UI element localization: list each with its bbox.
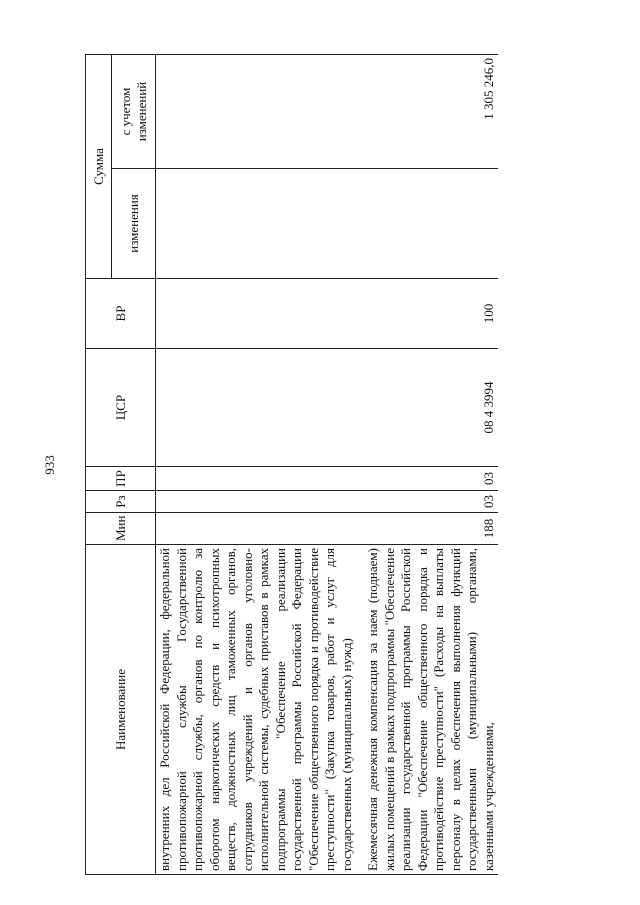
row-csr [156, 349, 357, 467]
header-rz: Рз [86, 491, 156, 513]
row-min [156, 513, 357, 545]
header-vr: ВР [86, 279, 156, 349]
rotated-page [85, 30, 605, 875]
row-name: Ежемесячная денежная компенсация за наем (поднаем) жилых помещений в рамках подпрограммы "Обеспечение реализации государственной программы Российской Федерации "Обеспечение общественного порядка и противодействие преступности" (Расходы на выплаты персоналу в целях обеспечения выполнения функций государственными (муниципальными) органами, казенными учреждениями, [364, 545, 498, 875]
header-csr: ЦСР [86, 349, 156, 467]
row-with-change [156, 55, 357, 169]
header-name: Наименование [86, 545, 156, 875]
table-row [156, 55, 357, 875]
row-vr: 100 [364, 279, 498, 349]
table-row [364, 55, 498, 875]
header-sum: Сумма [86, 55, 112, 279]
row-change [364, 169, 498, 279]
row-pr: 03 [364, 467, 498, 491]
header-pr: ПР [86, 467, 156, 491]
row-with-change: 1 305 246,0 [364, 55, 498, 169]
header-change: изменения [112, 169, 156, 279]
row-name: внутренних дел Российской Федерации, федеральной противопожарной службы Государственной противопожарной службы, органов по контролю за оборотом наркотических средств и психотропных веществ, должностных лиц таможенных органов, сотрудников учреждений и органов уголовно-исполнительной системы, судебных приставов в рамках подпрограммы "Обеспечение реализации государственной программы Российской Федерации "Обеспечение общественного порядка и противодействие преступности" (Закупка товаров, работ и услуг для государственных (муниципальных) нужд) [156, 545, 357, 875]
row-min: 188 [364, 513, 498, 545]
row-vr [156, 279, 357, 349]
page-number: 933 [42, 455, 57, 475]
row-rz [156, 491, 357, 513]
header-with-change: с учетом изменений [112, 55, 156, 169]
row-change [156, 169, 357, 279]
row-pr [156, 467, 357, 491]
row-csr: 08 4 3994 [364, 349, 498, 467]
header-min: Мин [86, 513, 156, 545]
row-rz: 03 [364, 491, 498, 513]
budget-table [85, 54, 498, 875]
